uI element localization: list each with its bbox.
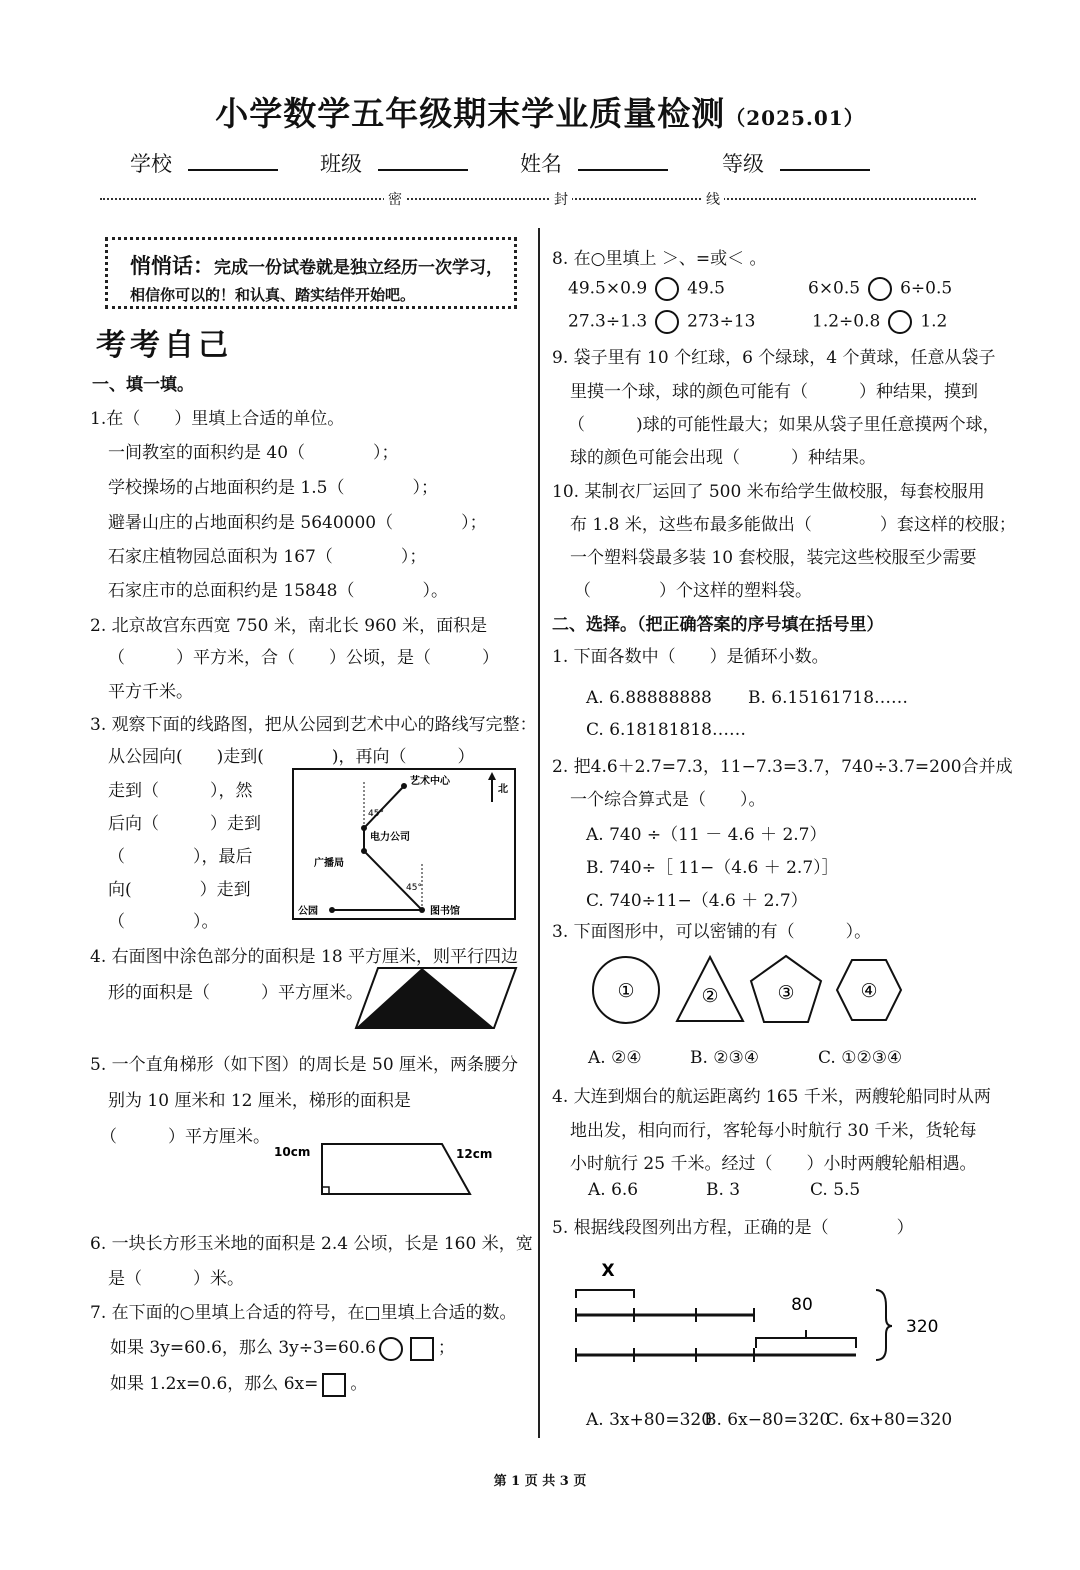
c2-stem-2: 一个综合算式是（ ）。 xyxy=(570,790,766,810)
radio-dot xyxy=(361,848,367,854)
q8-r1b-left: 6×0.5 xyxy=(808,278,861,299)
label-park: 公园 xyxy=(298,906,318,917)
park-dot xyxy=(329,907,335,913)
c1-stem: 1. 下面各数中（ ）是循环小数。 xyxy=(552,647,829,667)
q7-expr-2: 如果 1.2x=0.6，那么 6x= xyxy=(110,1374,319,1394)
angle-label-1: 45° xyxy=(368,809,384,819)
q8-r2b-right: 1.2 xyxy=(920,311,948,332)
q8-r1b-right: 6÷0.5 xyxy=(900,278,953,299)
shapes-figure xyxy=(588,952,908,1028)
q9-line-4: 球的颜色可能会出现（ ）种结果。 xyxy=(570,448,876,468)
c5-option-b[interactable]: B. 6x−80=320 xyxy=(704,1410,831,1430)
q10-line-1: 10. 某制衣厂运回了 500 米布给学生做校服，每套校服用 xyxy=(552,482,985,502)
c4-line-1: 4. 大连到烟台的航运距离约 165 千米，两艘轮船同时从两 xyxy=(552,1087,991,1107)
route-map xyxy=(292,768,517,920)
q8-row1-b xyxy=(808,277,952,301)
q7-expr-1: 如果 3y=60.6，那么 3y÷3=60.6 xyxy=(110,1338,376,1358)
school-blank[interactable] xyxy=(188,151,278,171)
parallelogram-figure xyxy=(354,966,518,1030)
compare-circle[interactable] xyxy=(655,310,679,334)
compare-circle[interactable] xyxy=(888,310,912,334)
shape-4-label: ④ xyxy=(860,980,878,1002)
note-line-1 xyxy=(130,250,503,280)
map-frame xyxy=(293,769,515,919)
brace-320 xyxy=(876,1290,892,1360)
column-divider xyxy=(538,228,540,1438)
grade-blank[interactable] xyxy=(780,151,870,171)
q3-line-1: 3. 观察下面的线路图，把从公园到艺术中心的路线写完整： xyxy=(90,715,537,735)
c4-option-c[interactable]: C. 5.5 xyxy=(810,1180,861,1200)
library-dot xyxy=(419,907,425,913)
label-radio: 广播局 xyxy=(314,858,344,869)
class-label: 班级 xyxy=(320,152,362,176)
trap-right-label: 12cm xyxy=(456,1147,493,1161)
title-text: 小学数学五年级期末学业质量检测 xyxy=(215,94,726,133)
q7-line-2 xyxy=(110,1333,455,1361)
c3-option-b[interactable]: B. ②③④ xyxy=(690,1048,760,1068)
q10-line-2: 布 1.8 米，这些布最多能做出（ ）套这样的校服； xyxy=(570,515,1016,535)
q9-line-1: 9. 袋子里有 10 个红球，6 个绿球，4 个黄球，任意从袋子 xyxy=(552,348,996,368)
right-angle-icon xyxy=(322,1187,329,1194)
c4-option-b[interactable]: B. 3 xyxy=(706,1180,741,1200)
encouragement-note xyxy=(105,237,517,309)
name-blank[interactable] xyxy=(578,151,668,171)
art-dot xyxy=(401,783,407,789)
seal-line xyxy=(100,198,976,200)
shape-3-label: ③ xyxy=(777,982,795,1004)
q9-line-3: （ )球的可能性最大；如果从袋子里任意摸两个球， xyxy=(568,415,1000,435)
exam-title xyxy=(0,88,1080,135)
q7-period: 。 xyxy=(350,1374,368,1394)
q2-line-3: 平方千米。 xyxy=(108,682,193,702)
answer-box-2[interactable] xyxy=(322,1373,346,1397)
label-library: 图书馆 xyxy=(430,906,460,917)
q10-line-4: （ ）个这样的塑料袋。 xyxy=(574,581,812,601)
compare-circle[interactable] xyxy=(868,277,892,301)
c3-option-c[interactable]: C. ①②③④ xyxy=(818,1048,903,1068)
c3-stem: 3. 下面图形中，可以密铺的有（ ）。 xyxy=(552,922,872,942)
c1-option-b[interactable]: B. 6.15161718…… xyxy=(748,688,909,708)
answer-circle[interactable] xyxy=(379,1337,403,1361)
q8-row1-a xyxy=(568,277,725,301)
compare-circle[interactable] xyxy=(655,277,679,301)
q4-line-2: 形的面积是（ ）平方厘米。 xyxy=(108,983,363,1003)
q1-line-3: 避暑山庄的占地面积约是 5640000（ ）； xyxy=(108,513,487,533)
class-field xyxy=(320,148,468,178)
school-field xyxy=(130,148,278,178)
name-field xyxy=(520,148,668,178)
c2-option-b[interactable]: B. 740÷［ 11−（4.6 ＋ 2.7）］ xyxy=(586,858,839,878)
q8-r2-left: 27.3÷1.3 xyxy=(568,311,648,332)
trap-left-label: 10cm xyxy=(274,1145,311,1159)
q8-r2-right: 273÷13 xyxy=(687,311,756,332)
class-blank[interactable] xyxy=(378,151,468,171)
c3-option-a[interactable]: A. ②④ xyxy=(588,1048,642,1068)
q1-line-1: 一间教室的面积约是 40（ ）； xyxy=(108,443,399,463)
c2-stem-1: 2. 把4.6＋2.7=7.3，11−7.3=3.7，740÷3.7=200合并成 xyxy=(552,757,1013,777)
seal-char-1: 密 xyxy=(384,189,406,209)
grade-label: 等级 xyxy=(722,152,764,176)
c2-option-a[interactable]: A. 740 ÷（11 － 4.6 ＋ 2.7） xyxy=(586,825,827,845)
q3-line-5: （ ），最后 xyxy=(108,847,253,867)
q8-stem: 8. 在○里填上 ＞、=或＜ 。 xyxy=(552,249,767,269)
c5-option-c[interactable]: C. 6x+80=320 xyxy=(826,1410,953,1430)
q8-r1-right: 49.5 xyxy=(687,278,725,299)
page-footer: 第 1 页 共 3 页 xyxy=(493,1474,587,1489)
q2-line-1: 2. 北京故宫东西宽 750 米，南北长 960 米，面积是 xyxy=(90,616,488,636)
seal-char-3: 线 xyxy=(702,189,724,209)
school-label: 学校 xyxy=(130,152,172,176)
x-brace xyxy=(576,1290,634,1298)
label-power: 电力公司 xyxy=(370,832,410,843)
note-text-1: 完成一份试卷就是独立经历一次学习， xyxy=(214,258,503,278)
c1-option-c[interactable]: C. 6.18181818…… xyxy=(586,720,746,740)
power-dot xyxy=(361,825,367,831)
brace-80 xyxy=(756,1338,856,1348)
q3-line-6: 向( ）走到 xyxy=(108,880,251,900)
part2-heading: 二、选择。（把正确答案的序号填在括号里） xyxy=(552,615,884,635)
q1-line-4: 石家庄植物园总面积为 167（ ）； xyxy=(108,547,427,567)
note-line-2: 相信你可以的！和认真、踏实结伴开始吧。 xyxy=(130,286,416,304)
c2-option-c[interactable]: C. 740÷11−（4.6 ＋ 2.7） xyxy=(586,891,808,911)
north-label: 北 xyxy=(498,784,508,795)
part1-heading: 一、填一填。 xyxy=(92,375,194,395)
q5-line-3: （ ）平方厘米。 xyxy=(100,1127,270,1147)
title-year: （2025.01） xyxy=(725,106,865,130)
answer-box[interactable] xyxy=(410,1337,434,1361)
q7-line-1: 7. 在下面的○里填上合适的符号，在□里填上合适的数。 xyxy=(90,1303,517,1323)
q3-line-7: （ ）。 xyxy=(108,912,219,932)
right-trapezoid xyxy=(322,1144,470,1194)
c4-option-a[interactable]: A. 6.6 xyxy=(588,1180,639,1200)
q7-semicolon: ； xyxy=(437,1338,455,1358)
x-label: X xyxy=(601,1261,615,1281)
name-label: 姓名 xyxy=(520,152,562,176)
angle-label-2: 45° xyxy=(406,883,422,893)
q10-line-3: 一个塑料袋最多装 10 套校服，装完这些校服至少需要 xyxy=(570,548,977,568)
q3-line-2: 从公园向( )走到( )，再向（ ） xyxy=(108,747,475,767)
c4-line-2: 地出发，相向而行，客轮每小时航行 30 千米，货轮每 xyxy=(570,1121,977,1141)
north-arrowhead-icon xyxy=(488,772,496,780)
q9-line-2: 里摸一个球，球的颜色可能有（ ）种结果，摸到 xyxy=(570,382,978,402)
c4-line-3: 小时航行 25 千米。经过（ ）小时两艘轮船相遇。 xyxy=(570,1154,977,1174)
label-80: 80 xyxy=(791,1295,813,1315)
c5-stem: 5. 根据线段图列出方程，正确的是（ ） xyxy=(552,1218,914,1238)
shape-1-label: ① xyxy=(617,980,635,1002)
q2-line-2: （ ）平方米，合（ ）公顷，是（ ） xyxy=(108,648,499,668)
q1-stem: 1.在（ ）里填上合适的单位。 xyxy=(90,409,345,429)
section-title: 考考自己 xyxy=(96,328,232,363)
q7-line-3 xyxy=(110,1369,367,1397)
seal-char-2: 封 xyxy=(550,189,572,209)
q3-line-4: 后向（ ）走到 xyxy=(108,814,261,834)
q1-line-2: 学校操场的占地面积约是 1.5（ ）； xyxy=(108,478,438,498)
c1-option-a[interactable]: A. 6.88888888 xyxy=(586,688,712,708)
segment-diagram xyxy=(568,1256,948,1368)
label-art: 艺术中心 xyxy=(410,776,450,787)
q8-r1-left: 49.5×0.9 xyxy=(568,278,648,299)
q6-line-1: 6. 一块长方形玉米地的面积是 2.4 公顷，长是 160 米，宽 xyxy=(90,1234,533,1254)
shape-2-label: ② xyxy=(701,985,719,1007)
trapezoid-figure xyxy=(270,1138,500,1200)
grade-field xyxy=(722,148,870,178)
note-label: 悄悄话： xyxy=(130,253,214,278)
label-320: 320 xyxy=(906,1317,939,1337)
q4-line-1: 4. 右面图中涂色部分的面积是 18 平方厘米，则平行四边 xyxy=(90,947,519,967)
q8-row2-a xyxy=(568,310,755,334)
q8-r2b-left: 1.2÷0.8 xyxy=(812,311,881,332)
c5-option-a[interactable]: A. 3x+80=320 xyxy=(586,1410,713,1430)
q1-line-5: 石家庄市的总面积约是 15848（ ）。 xyxy=(108,581,448,601)
q8-row2-b xyxy=(812,310,947,334)
q5-line-2: 别为 10 厘米和 12 厘米，梯形的面积是 xyxy=(108,1091,411,1111)
q3-line-3: 走到（ ），然 xyxy=(108,781,253,801)
q6-line-2: 是（ ）米。 xyxy=(108,1269,244,1289)
q5-line-1: 5. 一个直角梯形（如下图）的周长是 50 厘米，两条腰分 xyxy=(90,1055,519,1075)
